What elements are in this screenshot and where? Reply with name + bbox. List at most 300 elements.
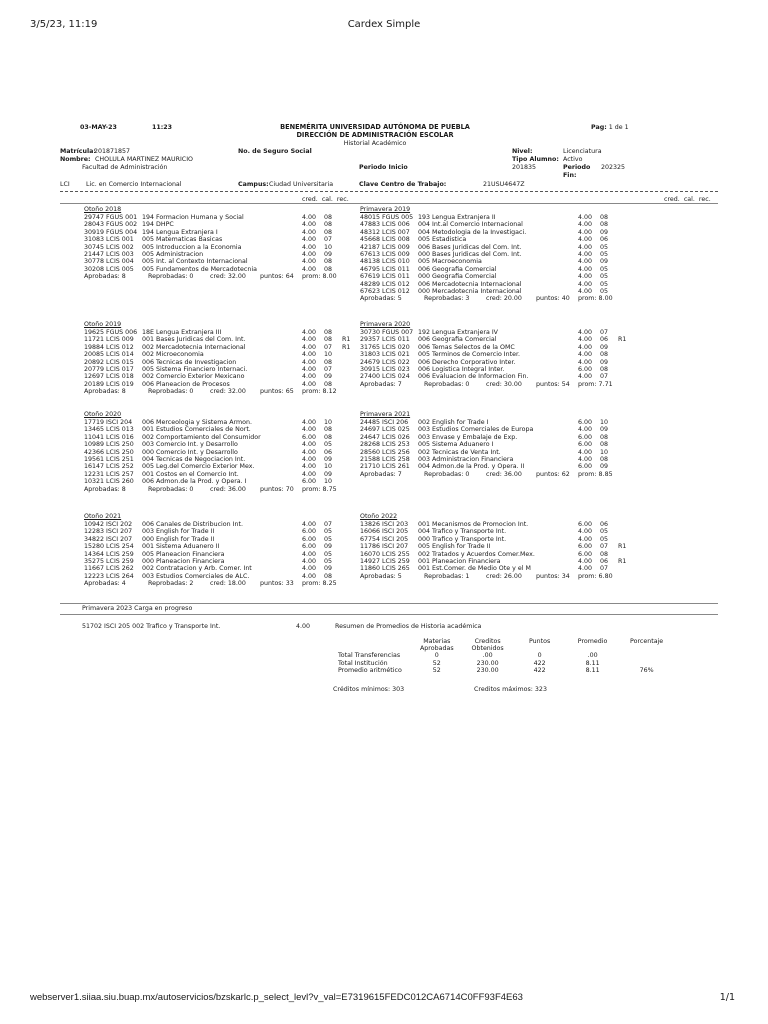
course-cred: 4.00 — [302, 455, 317, 463]
summary-prom: prom: 8.00 — [302, 273, 337, 281]
course-code: 10321 LCIS 260 — [84, 478, 134, 486]
resumen-cell: 52 — [432, 666, 441, 674]
course-code: 48312 LCIS 007 — [360, 228, 410, 236]
resumen-row-label: Promedio aritmético — [338, 666, 402, 674]
period-summary — [360, 381, 636, 388]
course-cred: 4.00 — [302, 521, 317, 528]
course-name: 005 Fundamentos de Mercadotecnia — [142, 265, 257, 273]
resumen-cell: 8.11 — [585, 659, 600, 667]
course-cal: 10 — [600, 448, 609, 456]
course-row — [360, 536, 636, 543]
period-block — [60, 411, 360, 493]
course-row — [360, 565, 636, 572]
course-cal: 05 — [600, 280, 609, 288]
period-block — [336, 411, 636, 478]
summary-puntos: puntos: 33 — [260, 580, 294, 588]
resumen-header: Porcentaje — [630, 638, 664, 645]
course-cal: 07 — [324, 521, 333, 528]
course-cred: 4.00 — [302, 243, 317, 251]
course-cred: 4.00 — [578, 351, 593, 359]
col-cred: cred. — [302, 196, 318, 203]
course-cal: 08 — [324, 433, 333, 441]
course-name: 004 Trafico y Transporte Int. — [418, 528, 507, 536]
course-name: 005 Leg.del Comercio Exterior Mex. — [142, 463, 255, 471]
page-value: 1 de 1 — [608, 124, 629, 131]
resumen-cell: 0 — [537, 652, 542, 660]
course-code: 14927 LCIS 259 — [360, 557, 410, 565]
course-name: 002 Comercio Exterior Mexicano — [142, 373, 245, 381]
summary-cred: cred: 20.00 — [486, 295, 522, 303]
course-cred: 4.00 — [578, 258, 593, 266]
course-cred: 4.00 — [578, 565, 593, 573]
course-cred: 4.00 — [302, 565, 317, 573]
course-cred: 4.00 — [578, 221, 593, 229]
course-name: 005 Sistema Aduanero I — [418, 441, 494, 449]
course-name: 005 Administracion — [142, 250, 204, 258]
resumen-title: Resumen de Promedios de Historia académica — [335, 623, 482, 630]
course-row — [360, 251, 636, 258]
course-cred: 4.00 — [578, 535, 593, 543]
course-cred: 4.00 — [302, 329, 317, 336]
course-name: 006 Bases Juridicas del Com. Int. — [418, 243, 522, 251]
course-cal: 06 — [600, 557, 609, 565]
course-name: 001 Costos en el Comercio Int. — [142, 470, 239, 478]
course-row — [360, 463, 636, 470]
course-cred: 4.00 — [578, 358, 593, 366]
summary-reprobadas: Reprobadas: 2 — [148, 580, 194, 588]
course-row — [360, 441, 636, 448]
course-row — [84, 336, 360, 343]
summary-aprobadas: Aprobadas: 8 — [84, 273, 126, 281]
course-cred: 4.00 — [578, 236, 593, 244]
course-name: 006 Logistica Integral Inter. — [418, 365, 505, 373]
course-name: 194 Lengua Extranjera I — [142, 228, 218, 236]
summary-prom: prom: 7.71 — [578, 380, 613, 388]
creditos-minimos: Créditos mínimos: 303 — [333, 686, 405, 693]
course-name: 002 Tratados y Acuerdos Comer.Mex. — [418, 550, 535, 558]
course-row — [360, 344, 636, 351]
course-code: 20085 LCIS 014 — [84, 351, 134, 359]
course-cal: 06 — [324, 448, 333, 456]
course-code: 28043 FGUS 002 — [84, 221, 138, 229]
course-name: 193 Lengua Extranjera II — [418, 214, 496, 221]
course-code: 12223 LCIS 264 — [84, 572, 134, 580]
course-cred: 4.00 — [302, 358, 317, 366]
course-cred: 4.00 — [302, 572, 317, 580]
course-code: 19625 FGUS 006 — [84, 329, 138, 336]
course-name: 001 Mecanismos de Promocion Int. — [418, 521, 529, 528]
course-cred: 4.00 — [302, 419, 317, 426]
course-row — [84, 456, 360, 463]
page-indicator — [591, 124, 629, 131]
resumen-row-label: Total Institución — [338, 659, 388, 667]
course-cal: 08 — [600, 214, 609, 221]
course-row — [84, 221, 360, 228]
course-cal: 09 — [600, 463, 609, 471]
course-name: 006 Temas Selectos de la OMC — [418, 343, 515, 351]
period-title: Primavera 2020 — [360, 321, 411, 328]
course-row — [360, 288, 636, 295]
course-name: 004 Metodologia de la Investigaci. — [418, 228, 527, 236]
course-name: 000 Comercio Int. y Desarrollo — [142, 448, 238, 456]
course-cred: 6.00 — [578, 543, 593, 551]
course-cal: 10 — [600, 419, 609, 426]
course-cred: 4.00 — [302, 265, 317, 273]
course-row — [84, 551, 360, 558]
period-title: Otoño 2021 — [84, 513, 122, 520]
course-code: 29747 FGUS 001 — [84, 214, 138, 221]
course-name: 000 Bases Juridicas del Com. Int. — [418, 250, 522, 258]
course-cal: 09 — [324, 455, 333, 463]
course-code: 16070 LCIS 255 — [360, 550, 410, 558]
summary-reprobadas: Reprobadas: 3 — [424, 295, 470, 303]
course-cred: 6.00 — [302, 478, 317, 486]
course-row — [84, 573, 360, 580]
doc-date: 03-MAY-23 — [80, 124, 117, 131]
period-title: Otoño 2019 — [84, 321, 122, 328]
course-row — [84, 419, 360, 426]
course-row — [84, 214, 360, 221]
course-name: 003 Envase y Embalaje de Exp. — [418, 433, 518, 441]
course-cal: 09 — [324, 373, 333, 381]
course-code: 29357 LCIS 011 — [360, 336, 410, 344]
course-code: 20189 LCIS 019 — [84, 380, 134, 388]
course-code: 11721 LCIS 009 — [84, 336, 134, 344]
course-name: 002 Mercadotecnia Internacional — [142, 343, 246, 351]
course-row — [84, 543, 360, 550]
course-cal: 08 — [600, 433, 609, 441]
course-cred: 4.00 — [302, 351, 317, 359]
course-cal: 05 — [324, 528, 333, 536]
summary-cred: cred: 18.00 — [210, 580, 246, 588]
course-row — [84, 373, 360, 380]
course-name: 002 English for Trade I — [418, 419, 489, 426]
resumen-cell: 230.00 — [476, 666, 499, 674]
course-row — [84, 528, 360, 535]
course-code: 30919 FGUS 004 — [84, 228, 138, 236]
course-code: 24647 LCIS 026 — [360, 433, 410, 441]
course-code: 17719 ISCI 204 — [84, 419, 133, 426]
course-cal: 05 — [600, 535, 609, 543]
summary-cred: cred: 30.00 — [486, 380, 522, 388]
course-code: 19884 LCIS 012 — [84, 343, 134, 351]
summary-prom: prom: 8.75 — [302, 485, 337, 493]
course-cal: 05 — [324, 441, 333, 449]
course-code: 20892 LCIS 015 — [84, 358, 134, 366]
course-name: 000 Geografia Comercial — [418, 273, 497, 281]
period-block — [336, 513, 636, 580]
course-cal: 09 — [600, 358, 609, 366]
course-cred: 6.00 — [302, 528, 317, 536]
course-cal: 05 — [600, 528, 609, 536]
course-name: 002 Comportamiento del Consumidor — [142, 433, 261, 441]
course-cred: 6.00 — [578, 365, 593, 373]
resumen-header: Puntos — [528, 638, 551, 645]
resumen-cell: 422 — [533, 659, 546, 667]
period-title: Otoño 2022 — [360, 513, 398, 520]
course-code: 31083 LCIS 001 — [84, 236, 134, 244]
period-block — [60, 321, 360, 396]
course-cred: 4.00 — [578, 448, 593, 456]
course-code: 47883 LCIS 006 — [360, 221, 410, 229]
course-rec: R1 — [618, 557, 627, 565]
period-summary — [360, 295, 636, 302]
course-code: 30745 LCIS 002 — [84, 243, 134, 251]
period-summary — [84, 580, 360, 587]
course-cal: 08 — [324, 221, 333, 229]
doc-time: 11:23 — [152, 124, 173, 131]
period-title: Otoño 2020 — [84, 411, 122, 418]
course-name: 003 Estudios Comerciales de Europa — [418, 426, 534, 434]
course-cal: 08 — [324, 265, 333, 273]
course-name: 194 Formacion Humana y Social — [142, 214, 244, 221]
page-label: Pag: — [591, 124, 607, 131]
course-row — [84, 536, 360, 543]
campus-label: Campus: — [238, 181, 269, 188]
course-cred: 6.00 — [302, 543, 317, 551]
course-code: 48289 LCIS 012 — [360, 280, 410, 288]
resumen-header: Materias — [423, 638, 451, 645]
course-name: 000 English for Trade II — [142, 535, 215, 543]
nombre-value: CHOLULA MARTINEZ MAURICIO — [95, 156, 194, 163]
course-code: 16066 ISCI 205 — [360, 528, 409, 536]
course-code: 11041 LCIS 016 — [84, 433, 134, 441]
course-row — [84, 344, 360, 351]
course-code: 15280 LCIS 254 — [84, 543, 134, 551]
in-progress-title: Primavera 2023 Carga en progreso — [82, 605, 193, 612]
course-cred: 4.00 — [578, 528, 593, 536]
periodo-inicio-value: 201835 — [512, 164, 537, 171]
course-code: 13465 LCIS 013 — [84, 426, 134, 434]
nivel-label: Nivel: — [512, 148, 533, 155]
course-cred: 4.00 — [578, 243, 593, 251]
course-row — [360, 359, 636, 366]
course-code: 12231 LCIS 257 — [84, 470, 134, 478]
course-code: 19561 LCIS 251 — [84, 455, 134, 463]
course-name: 006 Geografia Comercial — [418, 265, 497, 273]
programa-name: Lic. en Comercio Internacional — [86, 181, 182, 188]
direction-name: DIRECCIÓN DE ADMINISTRACIÓN ESCOLAR — [296, 131, 454, 139]
course-cred: 4.00 — [302, 258, 317, 266]
summary-cred: cred: 36.00 — [486, 470, 522, 478]
course-name: 004 Tecnicas de Negociacion Int. — [142, 455, 246, 463]
resumen-cell: 230.00 — [476, 659, 499, 667]
summary-aprobadas: Aprobadas: 7 — [360, 380, 402, 388]
course-row — [360, 351, 636, 358]
course-name: 194 DHPC — [142, 221, 174, 229]
clave-value: 21USU4647Z — [483, 181, 525, 188]
course-row — [360, 258, 636, 265]
course-cred: 6.00 — [578, 550, 593, 558]
clave-label: Clave Centro de Trabajo: — [359, 181, 447, 188]
course-name: 000 Mercadotecnia Internacional — [418, 287, 522, 295]
course-name: 006 Evaluacion de Informacion Fin. — [418, 373, 529, 381]
periodo-inicio-label: Periodo Inicio — [359, 164, 408, 171]
course-cred: 4.00 — [302, 336, 317, 344]
resumen-row — [338, 667, 672, 674]
course-name: 005 Planeacion Financiera — [142, 550, 225, 558]
course-row — [360, 551, 636, 558]
course-row — [84, 266, 360, 273]
course-row — [84, 244, 360, 251]
course-name: 006 Tecnicas de Investigacion — [142, 358, 237, 366]
resumen-header-sub: Aprobadas — [420, 645, 454, 653]
summary-aprobadas: Aprobadas: 8 — [84, 485, 126, 493]
course-code: 11786 ISCI 207 — [360, 543, 409, 551]
course-row — [84, 441, 360, 448]
course-name: 001 Estudios Comerciales de Nort. — [142, 426, 251, 434]
course-row — [360, 521, 636, 528]
course-cred: 4.00 — [578, 455, 593, 463]
period-title: Primavera 2019 — [360, 206, 411, 213]
course-row — [84, 229, 360, 236]
course-code: 30208 LCIS 005 — [84, 265, 134, 273]
period-block — [60, 206, 360, 281]
course-row — [360, 543, 636, 550]
summary-puntos: puntos: 70 — [260, 485, 294, 493]
resumen-row — [338, 660, 672, 667]
course-cred: 4.00 — [302, 550, 317, 558]
course-row — [84, 236, 360, 243]
course-cal: 10 — [324, 419, 333, 426]
course-cred: 4.00 — [302, 557, 317, 565]
summary-cred: cred: 32.00 — [210, 273, 246, 281]
col-cal: cal. — [683, 196, 695, 203]
course-cred: 4.00 — [302, 448, 317, 456]
course-name: 006 Canales de Distribucion Int. — [142, 521, 243, 528]
course-cal: 05 — [600, 250, 609, 258]
col-rec: rec. — [698, 196, 711, 203]
summary-prom: prom: 8.25 — [302, 580, 337, 588]
course-name: 005 Int. al Contexto Internacional — [142, 258, 248, 266]
summary-prom: prom: 8.00 — [578, 295, 613, 303]
course-cred: 4.00 — [578, 426, 593, 434]
course-code: 30915 LCIS 023 — [360, 365, 410, 373]
course-cred: 4.00 — [302, 221, 317, 229]
period-block — [336, 321, 636, 388]
programa-code: LCI — [60, 181, 70, 188]
summary-reprobadas: Reprobadas: 0 — [148, 273, 194, 281]
course-cal: 08 — [600, 221, 609, 229]
course-cal: 05 — [600, 273, 609, 281]
summary-cred: cred: 36.00 — [210, 485, 246, 493]
course-cred: 6.00 — [578, 521, 593, 528]
course-row — [84, 381, 360, 388]
course-cal: 09 — [324, 470, 333, 478]
summary-aprobadas: Aprobadas: 8 — [84, 388, 126, 396]
course-cred: 4.00 — [302, 236, 317, 244]
course-code: 21447 LCIS 003 — [84, 250, 134, 258]
resumen-header: Creditos — [474, 638, 501, 645]
in-progress-divider-bottom — [60, 614, 718, 615]
course-row — [84, 434, 360, 441]
course-code: 24485 ISCI 206 — [360, 419, 409, 426]
period-title: Otoño 2018 — [84, 206, 122, 213]
print-datetime: 3/5/23, 11:19 — [30, 19, 98, 30]
course-name: 001 Sistema Aduanero II — [142, 543, 220, 551]
course-cred: 6.00 — [302, 433, 317, 441]
course-code: 21710 LCIS 261 — [360, 463, 410, 471]
course-cred: 4.00 — [578, 336, 593, 344]
course-row — [84, 521, 360, 528]
course-rec: R1 — [342, 343, 351, 351]
resumen-header-sub: Obtenidos — [471, 645, 504, 653]
seguro-social-label: No. de Seguro Social — [238, 148, 312, 155]
header-divider — [60, 191, 718, 192]
course-row — [360, 329, 636, 336]
course-name: 005 Terminos de Comercio Inter. — [418, 351, 521, 359]
course-name: 001 Est.Comer. de Medio Ote y el M — [418, 565, 531, 573]
summary-prom: prom: 8.85 — [578, 470, 613, 478]
course-cal: 09 — [600, 343, 609, 351]
course-cal: 09 — [324, 543, 333, 551]
period-summary — [84, 486, 360, 493]
resumen-cell: .00 — [482, 652, 493, 660]
course-cal: 07 — [600, 329, 609, 336]
resumen-cell — [622, 652, 672, 659]
course-cal: 08 — [600, 365, 609, 373]
summary-reprobadas: Reprobadas: 0 — [148, 388, 194, 396]
course-name: 006 Merceologia y Sistema Armon. — [142, 419, 253, 426]
course-cal: 08 — [324, 336, 333, 344]
course-cal: 08 — [324, 358, 333, 366]
course-code: 67623 LCIS 012 — [360, 287, 410, 295]
course-cal: 08 — [324, 329, 333, 336]
course-name: 001 Bases Juridicas del Com. Int. — [142, 336, 246, 344]
course-row — [84, 463, 360, 470]
course-code: 27400 LCIS 024 — [360, 373, 410, 381]
resumen-cell: 76% — [639, 666, 654, 674]
course-row — [84, 558, 360, 565]
course-row — [84, 258, 360, 265]
course-code: 11667 LCIS 262 — [84, 565, 134, 573]
course-cred: 4.00 — [302, 214, 317, 221]
course-cal: 05 — [600, 265, 609, 273]
course-cal: 09 — [324, 565, 333, 573]
course-cred: 4.00 — [578, 273, 593, 281]
course-code: 48138 LCIS 010 — [360, 258, 410, 266]
course-row — [360, 449, 636, 456]
summary-reprobadas: Reprobadas: 0 — [424, 470, 470, 478]
course-code: 35275 LCIS 259 — [84, 557, 134, 565]
resumen-cell: 0 — [434, 652, 439, 660]
tipo-alumno-value: Activo — [563, 156, 583, 163]
course-name: 000 Planeacion Financiera — [142, 557, 225, 565]
summary-puntos: puntos: 54 — [536, 380, 570, 388]
course-row — [84, 426, 360, 433]
resumen-cell: 52 — [432, 659, 441, 667]
course-cal: 06 — [600, 521, 609, 528]
course-row — [360, 229, 636, 236]
course-name: 006 Admon.de la Prod. y Opera. I — [142, 478, 247, 486]
course-name: 003 Comercio Int. y Desarrollo — [142, 441, 238, 449]
course-row — [360, 426, 636, 433]
course-row — [360, 281, 636, 288]
resumen-cell: 8.11 — [585, 666, 600, 674]
course-cred: 4.00 — [578, 373, 593, 381]
resumen-cell: .00 — [587, 652, 598, 660]
course-name: 001 Planeacion Financiera — [418, 557, 501, 565]
campus-value: Ciudad Universitaria — [269, 181, 334, 188]
course-rec: R1 — [342, 336, 351, 344]
course-code: 21588 LCIS 258 — [360, 455, 410, 463]
summary-prom: prom: 8.12 — [302, 388, 337, 396]
tipo-alumno-label: Tipo Alumno: — [512, 156, 559, 163]
summary-aprobadas: Aprobadas: 5 — [360, 572, 402, 580]
course-name: 006 Mercadotecnia Internacional — [418, 280, 522, 288]
summary-puntos: puntos: 65 — [260, 388, 294, 396]
course-row — [360, 528, 636, 535]
